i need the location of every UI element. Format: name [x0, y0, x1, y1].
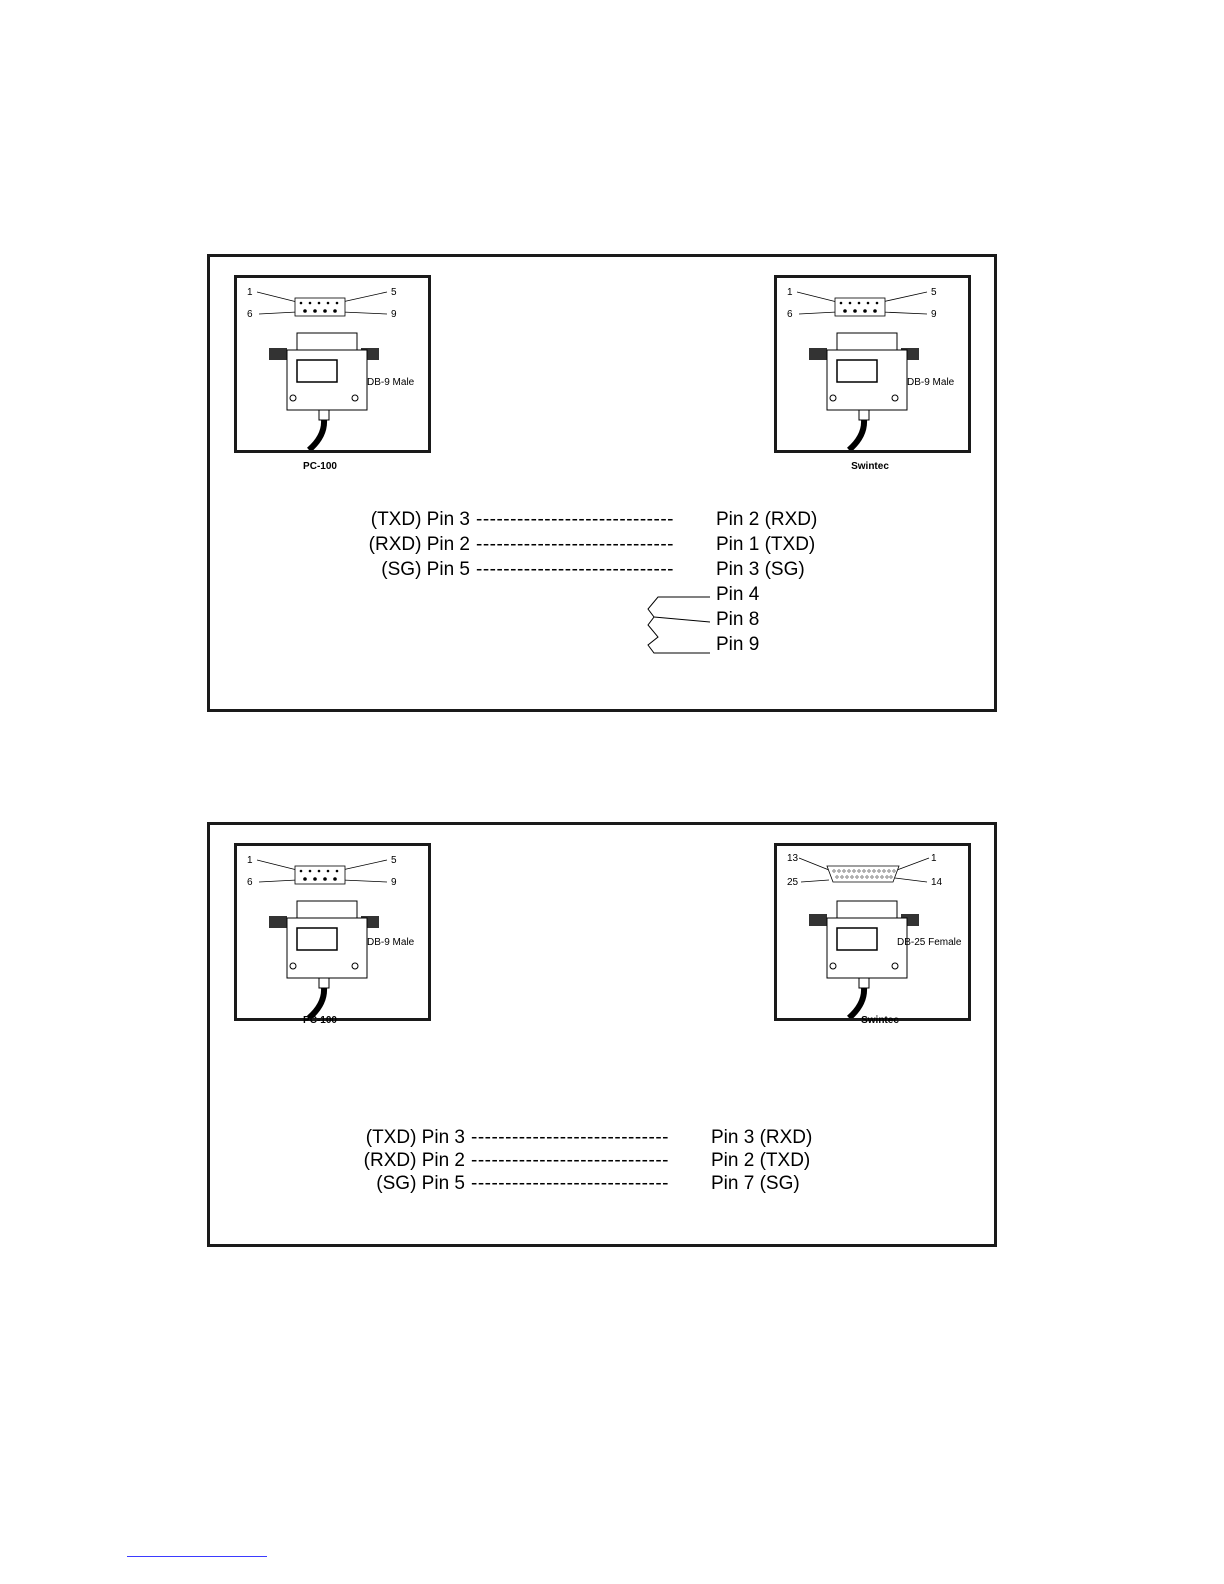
right-connector-panel [774, 275, 971, 453]
connector-type-label: DB-9 Male [367, 377, 415, 388]
pin-label-1: 1 [931, 853, 937, 864]
pin-label-5: 5 [931, 287, 937, 298]
connector-type-label: DB-9 Male [367, 937, 415, 948]
right-pin-label: Pin 7 (SG) [711, 1173, 800, 1194]
device-name-pc100: PC-100 [303, 461, 337, 472]
pin-label-1: 1 [787, 287, 793, 298]
pin-label-1: 1 [247, 287, 253, 298]
pin-label-6: 6 [247, 309, 253, 320]
left-connector-panel [234, 275, 431, 453]
db9-male-connector-icon [237, 846, 428, 1018]
jumper-pin-label: Pin 8 [716, 609, 760, 630]
left-pin-label: (RXD) Pin 2 [363, 1150, 465, 1171]
wire-dashes: ----------------------------- [476, 559, 674, 580]
right-pin-label: Pin 3 (RXD) [711, 1127, 813, 1148]
pin-label-6: 6 [247, 877, 253, 888]
pin-label-25: 25 [787, 877, 799, 888]
left-pin-label: (TXD) Pin 3 [370, 509, 470, 530]
right-connector-panel [774, 843, 971, 1021]
connector-type-label: DB-9 Male [907, 377, 955, 388]
pin-label-6: 6 [787, 309, 793, 320]
pin-label-9: 9 [931, 309, 937, 320]
pin-label-13: 13 [787, 853, 799, 864]
pin-label-9: 9 [391, 877, 397, 888]
left-pin-label: (TXD) Pin 3 [365, 1127, 465, 1148]
pin-label-14: 14 [931, 877, 943, 888]
wiring-diagram-db9-db25 [207, 822, 997, 1247]
connector-type-label: DB-25 Female [897, 937, 962, 948]
jumper-bracket-icon [640, 589, 716, 659]
left-pin-label: (RXD) Pin 2 [368, 534, 470, 555]
pin-mapping-list [265, 1127, 825, 1207]
jumper-pin-label: Pin 9 [716, 634, 760, 655]
pin-label-1: 1 [247, 855, 253, 866]
left-connector-panel [234, 843, 431, 1021]
db9-male-connector-icon [777, 278, 968, 450]
right-pin-label: Pin 2 (TXD) [711, 1150, 811, 1171]
pin-label-9: 9 [391, 309, 397, 320]
db25-female-connector-icon [777, 846, 968, 1018]
footnote-separator-line [127, 1556, 267, 1557]
right-pin-label: Pin 1 (TXD) [716, 534, 816, 555]
wire-dashes: ----------------------------- [471, 1173, 669, 1194]
wire-dashes: ----------------------------- [476, 509, 674, 530]
right-pin-label: Pin 3 (SG) [716, 559, 805, 580]
left-pin-label: (SG) Pin 5 [376, 1173, 465, 1194]
wire-dashes: ----------------------------- [476, 534, 674, 555]
pin-label-5: 5 [391, 287, 397, 298]
right-pin-label: Pin 2 (RXD) [716, 509, 818, 530]
left-pin-label: (SG) Pin 5 [381, 559, 470, 580]
wire-dashes: ----------------------------- [471, 1127, 669, 1148]
device-name-swintec: Swintec [861, 1015, 899, 1026]
device-name-pc100: PC-100 [303, 1015, 337, 1026]
jumper-pin-label: Pin 4 [716, 584, 760, 605]
wiring-diagram-db9-db9 [207, 254, 997, 712]
wire-dashes: ----------------------------- [471, 1150, 669, 1171]
device-name-swintec: Swintec [851, 461, 889, 472]
pin-label-5: 5 [391, 855, 397, 866]
db9-male-connector-icon [237, 278, 428, 450]
pin-mapping-list [270, 509, 830, 659]
